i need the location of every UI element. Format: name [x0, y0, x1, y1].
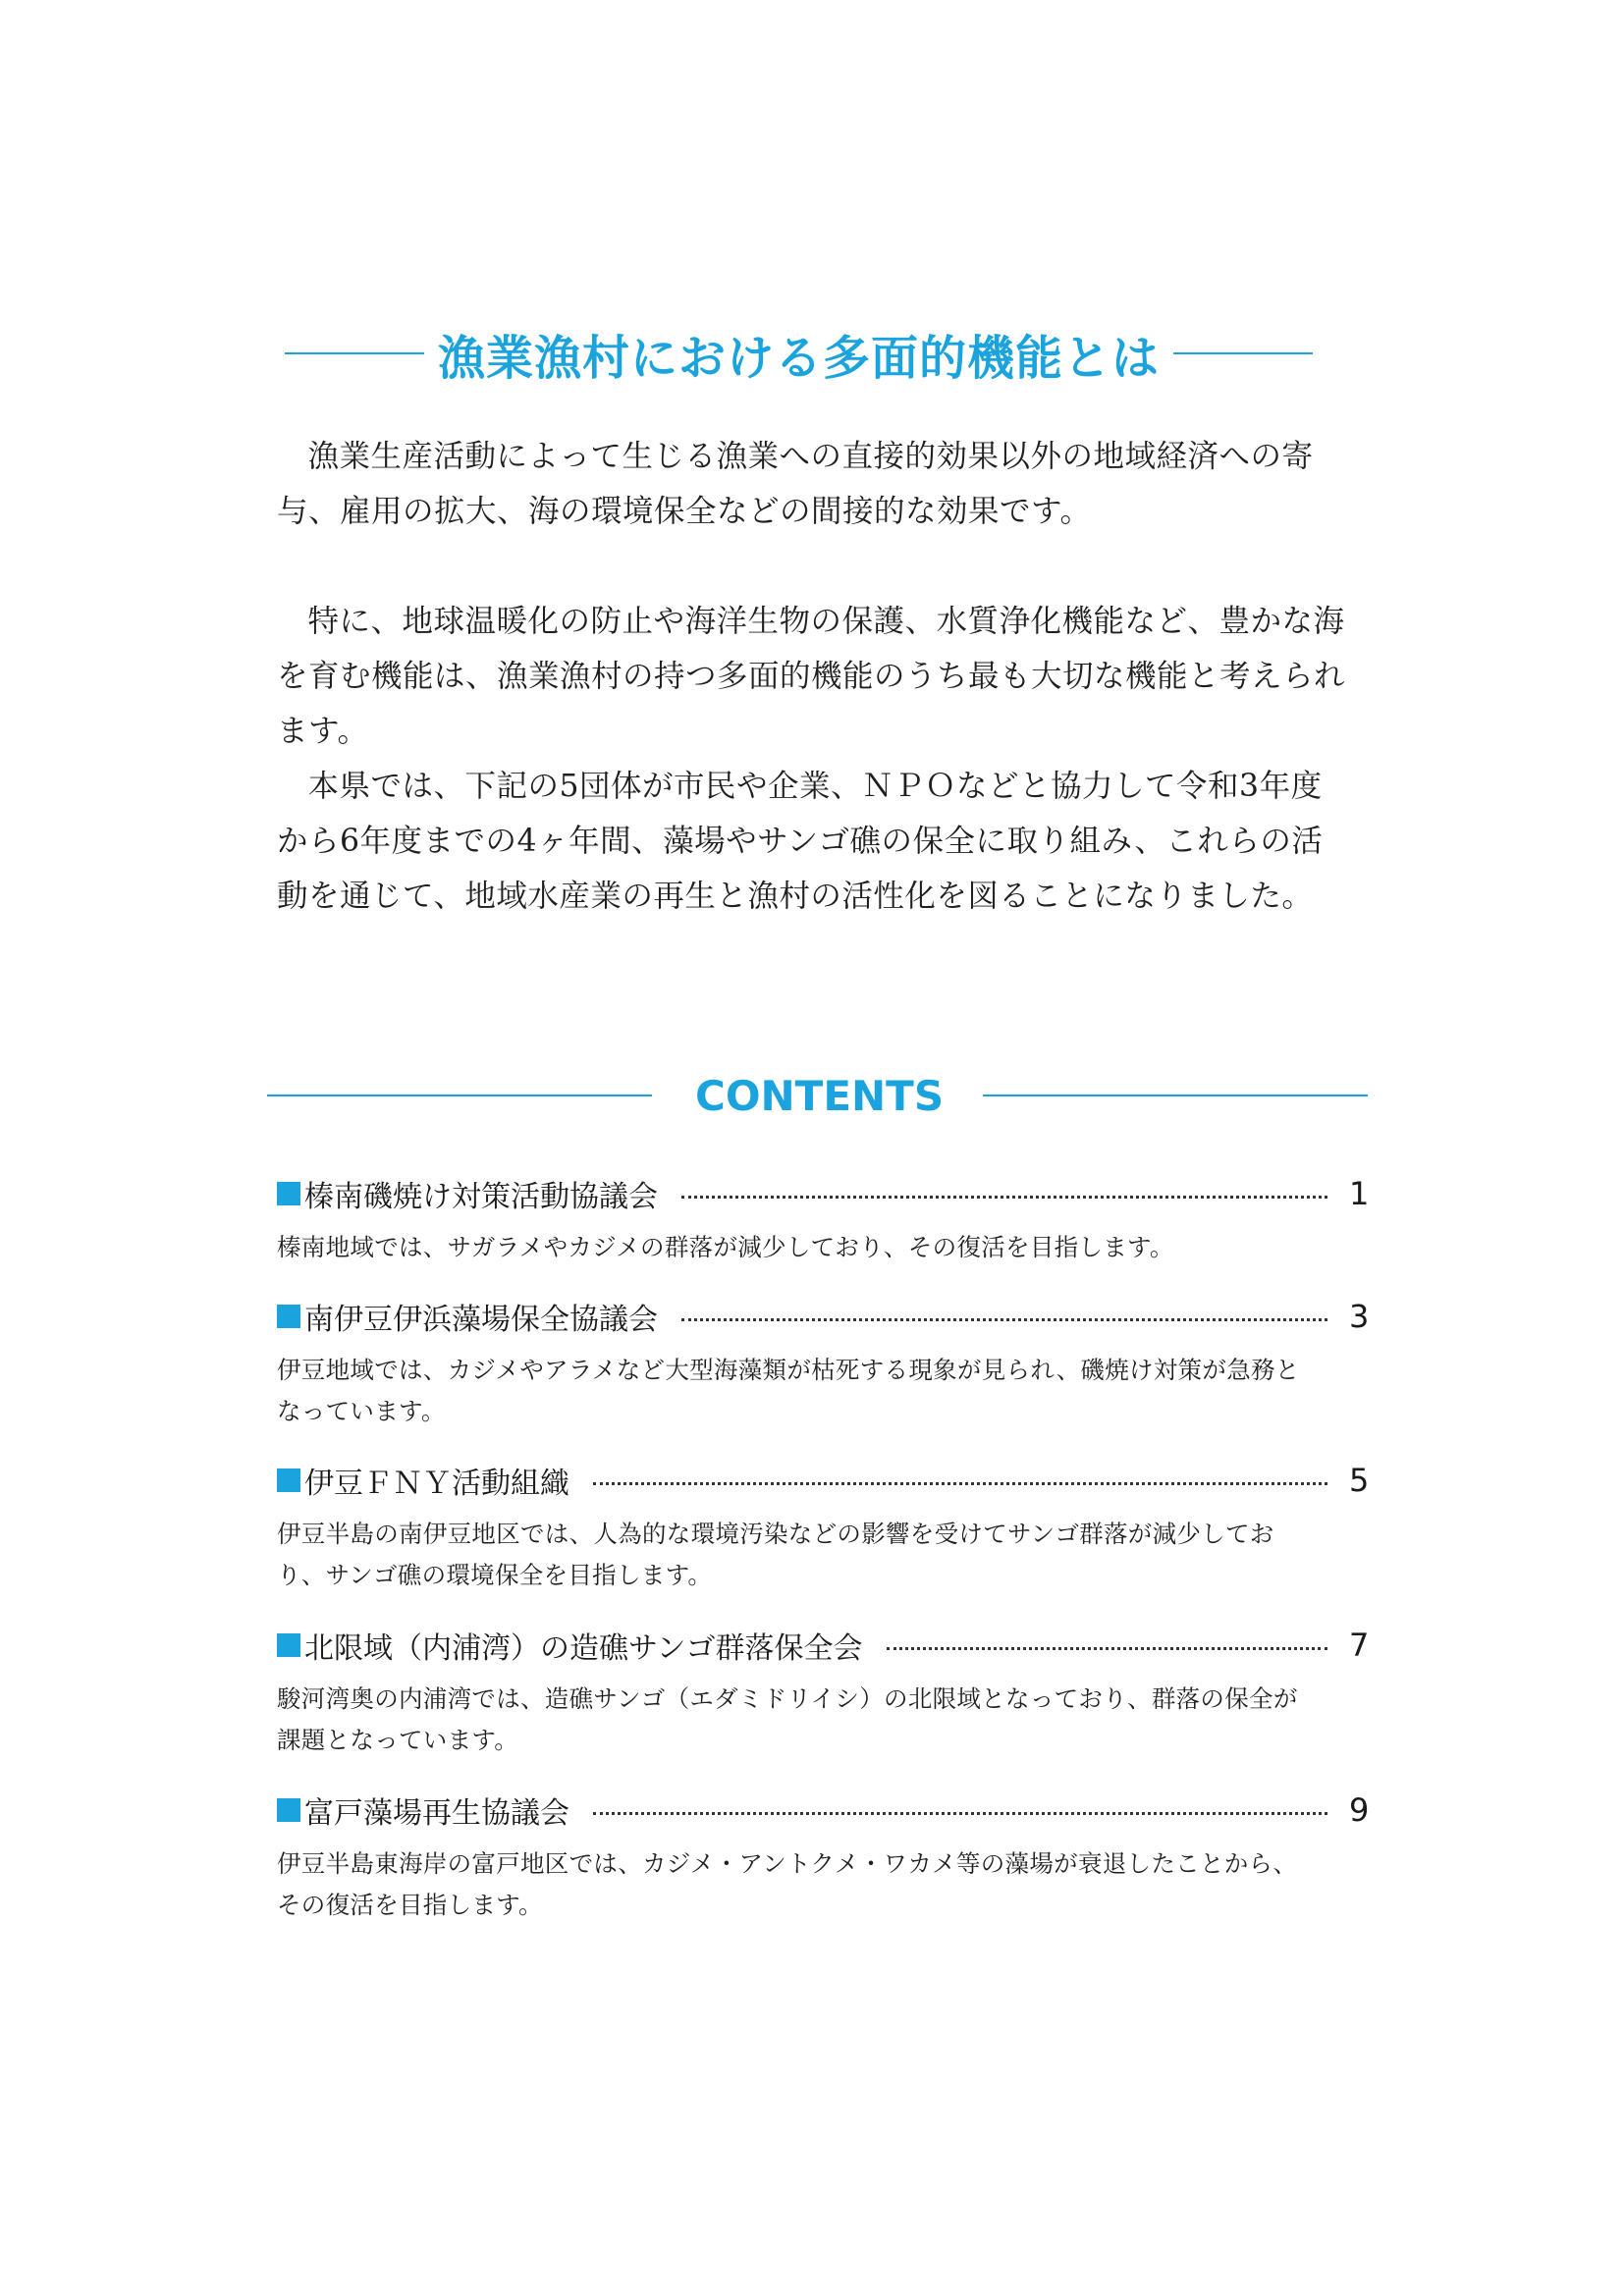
- dot-leader: [681, 1196, 1327, 1199]
- toc-description: 伊豆地域では、カジメやアラメなど大型海藻類が枯死する現象が見られ、磯焼け対策が急務となっています。: [277, 1356, 1300, 1425]
- toc-title[interactable]: 南伊豆伊浜藻場保全協議会: [304, 1303, 658, 1337]
- toc-title[interactable]: 富戸藻場再生協議会: [304, 1796, 569, 1831]
- intro-paragraph: 漁業生産活動によって生じる漁業への直接的効果以外の地域経済への寄与、雇用の拡大、海の環境保全などの間接的な効果です。: [277, 439, 1314, 529]
- toc-description: 伊豆半島の南伊豆地区では、人為的な環境汚染などの影響を受けてサンゴ群落が減少しており、サンゴ礁の環境保全を目指します。: [277, 1520, 1274, 1589]
- square-bullet-icon: [277, 1798, 300, 1822]
- intro-heading: 漁業漁村における多面的機能とは: [438, 330, 1161, 386]
- toc-description: 駿河湾奥の内浦湾では、造礁サンゴ（エダミドリイシ）の北限域となっており、群落の保全が課題となっています。: [277, 1684, 1298, 1754]
- toc-entry[interactable]: [277, 1459, 1370, 1596]
- heading-rule-left: [285, 352, 424, 354]
- dot-leader: [681, 1318, 1327, 1321]
- contents-rule-left: [267, 1095, 652, 1096]
- toc-title-row[interactable]: [277, 1624, 1370, 1667]
- intro-paragraph: 特に、地球温暖化の防止や海洋生物の保護、水質浄化機能など、豊かな海を育む機能は、漁業漁村の持つ多面的機能のうち最も大切な機能と考えられます。: [277, 604, 1346, 749]
- contents-heading: CONTENTS: [695, 1071, 945, 1120]
- toc-description: 伊豆半島東海岸の富戸地区では、カジメ・アントクメ・ワカメ等の藻場が衰退したことから、その復活を目指します。: [277, 1849, 1298, 1919]
- toc-title-row[interactable]: [277, 1295, 1370, 1338]
- toc-title-row[interactable]: [277, 1172, 1370, 1215]
- contents-heading-row: [267, 1065, 1357, 1126]
- heading-rule-right: [1173, 352, 1313, 354]
- toc-entry[interactable]: [277, 1172, 1370, 1268]
- toc-entry[interactable]: [277, 1624, 1370, 1761]
- toc-description: 榛南地域では、サガラメやカジメの群落が減少しており、その復活を目指します。: [277, 1233, 1174, 1261]
- toc-title-row[interactable]: [277, 1789, 1370, 1832]
- contents-rule-right: [983, 1095, 1368, 1096]
- toc-entry[interactable]: [277, 1789, 1370, 1926]
- dot-leader: [887, 1647, 1328, 1650]
- toc-title-row[interactable]: [277, 1459, 1370, 1502]
- toc-title[interactable]: 伊豆ＦＮＹ活動組織: [304, 1467, 569, 1501]
- toc-page-number[interactable]: 7: [1349, 1627, 1370, 1664]
- toc-page-number[interactable]: 3: [1349, 1298, 1370, 1335]
- toc-page-number[interactable]: 9: [1349, 1791, 1370, 1829]
- dot-leader: [593, 1812, 1327, 1815]
- dot-leader: [593, 1482, 1327, 1485]
- square-bullet-icon: [277, 1468, 300, 1492]
- toc-title[interactable]: 北限域（内浦湾）の造礁サンゴ群落保全会: [304, 1631, 863, 1666]
- square-bullet-icon: [277, 1633, 300, 1657]
- toc-entry[interactable]: [277, 1295, 1370, 1432]
- toc-page-number[interactable]: 1: [1349, 1175, 1370, 1212]
- square-bullet-icon: [277, 1182, 300, 1205]
- intro-paragraph: 本県では、下記の5団体が市民や企業、ＮＰＯなどと協力して令和3年度から6年度までの4ヶ年間、藻場やサンゴ礁の保全に取り組み、これらの活動を通じて、地域水産業の再生と漁村の活性化を図ることになりました。: [277, 769, 1324, 914]
- toc-page-number[interactable]: 5: [1349, 1462, 1370, 1499]
- toc-title[interactable]: 榛南磯焼け対策活動協議会: [304, 1180, 658, 1214]
- square-bullet-icon: [277, 1305, 300, 1328]
- intro-heading-row: [285, 319, 1345, 388]
